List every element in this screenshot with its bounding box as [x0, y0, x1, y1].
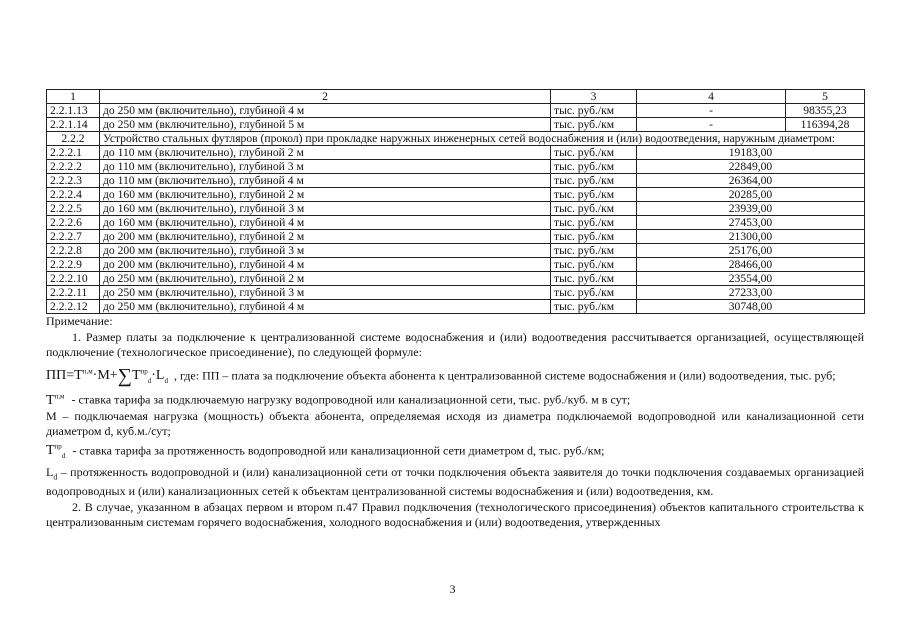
table-row	[47, 146, 865, 160]
row-description: до 250 мм (включительно), глубиной 2 м	[100, 272, 551, 286]
table-row	[47, 272, 865, 286]
row-number: 2.2.2.1	[47, 146, 100, 160]
row-unit: тыс. руб./км	[551, 118, 637, 132]
row-col4: -	[637, 118, 786, 132]
row-description: до 110 мм (включительно), глубиной 2 м	[100, 146, 551, 160]
row-col4: -	[637, 104, 786, 118]
definition-length-rate: $T^{пр}_d$ - ставка тарифа за протяженность водопроводной или канализационной сети диаметром d, тыс. руб./км;	[46, 442, 605, 461]
table-row	[47, 244, 865, 258]
formula-explanation: , где: ПП – плата за подключение объекта абонента к централизованной системе водоснабжения и (или) водоотведения, тыс. руб;	[173, 368, 836, 383]
table-row	[47, 300, 865, 314]
section-title: Устройство стальных футляров (прокол) при прокладке наружных инженерных сетей водоснабжения и (или) водоотведения, наружным диаметром:	[100, 132, 865, 146]
row-description: до 200 мм (включительно), глубиной 2 м	[100, 230, 551, 244]
section-row	[47, 132, 865, 146]
table-header-cell: 4	[637, 90, 786, 104]
table-row	[47, 258, 865, 272]
row-unit: тыс. руб./км	[551, 160, 637, 174]
row-value: 23554,00	[637, 272, 865, 286]
row-description: до 110 мм (включительно), глубиной 4 м	[100, 174, 551, 188]
formula-block	[46, 365, 864, 390]
row-unit: тыс. руб./км	[551, 244, 637, 258]
row-value: 25176,00	[637, 244, 865, 258]
row-number: 2.2.2.3	[47, 174, 100, 188]
table-row	[47, 216, 865, 230]
row-number: 2.2.2.7	[47, 230, 100, 244]
table-row	[47, 188, 865, 202]
row-unit: тыс. руб./км	[551, 146, 637, 160]
table-header-cell: 2	[100, 90, 551, 104]
row-description: до 250 мм (включительно), глубиной 5 м	[100, 118, 551, 132]
row-description: до 200 мм (включительно), глубиной 3 м	[100, 244, 551, 258]
note-paragraph-1: 1. Размер платы за подключение к централизованной системе водоснабжения и (или) водоотведения рассчитывается организацией, осуществляющей подключение (технологическое присоединение), по следующей формуле:	[46, 329, 864, 359]
section-number: 2.2.2	[47, 132, 100, 146]
row-description: до 160 мм (включительно), глубиной 2 м	[100, 188, 551, 202]
row-value: 22849,00	[637, 160, 865, 174]
row-unit: тыс. руб./км	[551, 174, 637, 188]
row-unit: тыс. руб./км	[551, 258, 637, 272]
definition-load: М – подключаемая нагрузка (мощность) объекта абонента, определяемая исходя из диаметра подключаемой водопроводной или канализационной сети диаметром d, куб.м./сут;	[46, 408, 864, 439]
row-unit: тыс. руб./км	[551, 286, 637, 300]
definition-length: $L_d$ – протяженность водопроводной и (или) канализационной сети от точки подключения объекта заявителя до точки подключения создаваемых организацией водопроводных и (или) канализационных сетей к объектам централизованной системы водоснабжения и (или) водоотведения, км.	[46, 464, 864, 499]
table-header-cell: 1	[47, 90, 100, 104]
row-description: до 110 мм (включительно), глубиной 3 м	[100, 160, 551, 174]
row-number: 2.2.2.6	[47, 216, 100, 230]
table-row	[47, 286, 865, 300]
row-value: 21300,00	[637, 230, 865, 244]
row-number: 2.2.2.2	[47, 160, 100, 174]
row-number: 2.2.2.11	[47, 286, 100, 300]
row-value: 20285,00	[637, 188, 865, 202]
row-description: до 200 мм (включительно), глубиной 4 м	[100, 258, 551, 272]
table-row	[47, 230, 865, 244]
fee-formula: $ПП=T^{п,м}\cdot M+\sum T^{пр}_d\cdot L_d$	[46, 365, 168, 388]
row-unit: тыс. руб./км	[551, 230, 637, 244]
notes-heading: Примечание:	[46, 314, 113, 328]
row-value: 27233,00	[637, 286, 865, 300]
row-unit: тыс. руб./км	[551, 188, 637, 202]
document-page	[46, 89, 864, 531]
row-value: 23939,00	[637, 202, 865, 216]
row-unit: тыс. руб./км	[551, 272, 637, 286]
table-row	[47, 160, 865, 174]
row-description: до 250 мм (включительно), глубиной 4 м	[100, 300, 551, 314]
note-paragraph-2: 2. В случае, указанном в абзацах первом и втором п.47 Правил подключения (технологического присоединения) объектов капитального строительства к централизованным системам горячего водоснабжения, холодного водоснабжения и (или) водоотведения, утвержденных	[46, 499, 864, 530]
row-number: 2.2.2.8	[47, 244, 100, 258]
row-number: 2.2.2.4	[47, 188, 100, 202]
table-row	[47, 104, 865, 118]
row-value: 19183,00	[637, 146, 865, 160]
row-unit: тыс. руб./км	[551, 104, 637, 118]
table-header-cell: 3	[551, 90, 637, 104]
row-number: 2.2.1.14	[47, 118, 100, 132]
row-number: 2.2.2.12	[47, 300, 100, 314]
row-description: до 160 мм (включительно), глубиной 3 м	[100, 202, 551, 216]
row-col5: 98355,23	[786, 104, 865, 118]
row-unit: тыс. руб./км	[551, 300, 637, 314]
row-number: 2.2.2.9	[47, 258, 100, 272]
row-description: до 250 мм (включительно), глубиной 4 м	[100, 104, 551, 118]
table-row	[47, 202, 865, 216]
row-value: 27453,00	[637, 216, 865, 230]
table-header-cell: 5	[786, 90, 865, 104]
row-value: 26364,00	[637, 174, 865, 188]
table-row	[47, 118, 865, 132]
tariff-symbol: $T^{п,м}$	[46, 392, 65, 409]
row-value: 28466,00	[637, 258, 865, 272]
row-col5: 116394,28	[786, 118, 865, 132]
table-header-row	[47, 90, 865, 104]
page-number: 3	[449, 582, 456, 596]
tariff-table	[46, 89, 865, 314]
table-row	[47, 174, 865, 188]
tariff-length-symbol: $T^{пр}_d$	[46, 442, 66, 461]
row-number: 2.2.1.13	[47, 104, 100, 118]
row-number: 2.2.2.10	[47, 272, 100, 286]
definition-connection-rate: $T^{п,м}$ - ставка тарифа за подключаемую нагрузку водопроводной или канализационной сети, тыс. руб./куб. м в сут;	[46, 392, 631, 409]
row-description: до 250 мм (включительно), глубиной 3 м	[100, 286, 551, 300]
row-number: 2.2.2.5	[47, 202, 100, 216]
row-description: до 160 мм (включительно), глубиной 4 м	[100, 216, 551, 230]
row-unit: тыс. руб./км	[551, 202, 637, 216]
row-unit: тыс. руб./км	[551, 216, 637, 230]
notes	[46, 314, 864, 531]
row-value: 30748,00	[637, 300, 865, 314]
